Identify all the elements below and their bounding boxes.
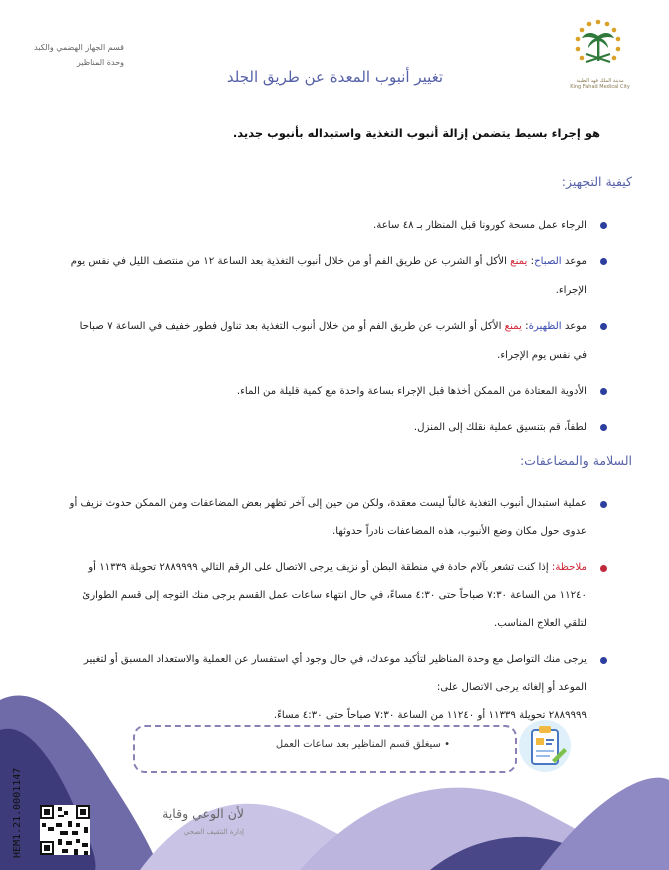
safety-list — [69, 490, 609, 738]
list-item: لطفاً، قم بتنسيق عملية نقلك إلى المنزل. — [69, 413, 609, 442]
tagline: لأن الوعي وقاية — [162, 806, 244, 821]
list-item: موعد الصباح: يمنع الأكل أو الشرب عن طريق الفم أو من خلال أنبوب التغذية بعد الساعة ١٢ من منتصف الليل في نفس يوم الإجراء. — [69, 247, 609, 305]
preparation-heading: كيفية التجهيز: — [561, 174, 632, 189]
list-item: عملية استبدال أنبوب التغذية غالباً ليست معقدة، ولكن من حين إلى آخر تظهر بعض المضاعفات ومن الممكن حدوث نزيف أو عدوى حول مكان وضع الأنبوب، هذه المضاعفات نادراً حدوثها. — [69, 490, 609, 546]
list-item: الأدوية المعتادة من الممكن أخذها قبل الإجراء بساعة واحدة مع كمية قليلة من الماء. — [69, 377, 609, 406]
bullet-icon — [600, 222, 607, 229]
document-code: HEM1.21.0001147 — [12, 767, 23, 858]
tagline-sub: إدارة التثقيف الصحي — [183, 828, 244, 836]
list-item: موعد الظهيرة: يمنع الأكل أو الشرب عن طريق الفم أو من خلال أنبوب التغذية بعد تناول فطور خفيف في الساعة ٧ صباحا في نفس يوم الإجراء. — [69, 312, 609, 370]
bullet-icon — [600, 258, 607, 265]
clipboard-icon — [518, 718, 572, 774]
hospital-name: مدينة الملك فهد الطبية King Fahad Medical City — [570, 78, 630, 90]
bullet-icon — [600, 501, 607, 508]
bullet-icon — [600, 424, 607, 431]
preparation-list — [69, 211, 609, 449]
safety-heading: السلامة والمضاعفات: — [519, 453, 632, 468]
page-title: تغيير أنبوب المعدة عن طريق الجلد — [226, 68, 444, 86]
list-item: الرجاء عمل مسحة كورونا قبل المنظار بـ ٤٨ ساعة. — [69, 211, 609, 240]
intro-text: هو إجراء بسيط يتضمن إزالة أنبوب التغذية واستبداله بأنبوب جديد. — [232, 126, 600, 140]
phone-info: ٢٨٨٩٩٩٩ تحويلة ١١٣٣٩ أو ١١٢٤٠ من الساعة ٧:٣٠ صباحاً حتى ٤:٣٠ مساءً. — [273, 710, 587, 721]
list-item: يرجى منك التواصل مع وحدة المناظير لتأكيد موعدك، في حال وجود أي استفسار عن العملية والاستعداد المسبق أو لتغيير الموعد أو إلغائه يرجى الاتصال على: ٢٨٨٩٩٩٩ تحويلة ١١٣٣٩ أو ١١٢٤٠ من الساعة ٧:٣٠ صباحاً حتى ٤:٣٠ مساءً. — [69, 646, 609, 730]
note-text: • سيغلق قسم المناظير بعد ساعات العمل — [275, 739, 450, 750]
bullet-icon — [600, 565, 607, 572]
bullet-icon — [600, 388, 607, 395]
bullet-icon — [600, 323, 607, 330]
list-item: ملاحظة: إذا كنت تشعر بآلام حادة في منطقة البطن أو نزيف يرجى الاتصال على الرقم التالي ٢٨٨٩٩٩٩ تحويلة ١١٣٣٩ أو ١١٢٤٠ من الساعة ٧:٣٠ صباحاً حتى ٤:٣٠ مساءً، في حال انتهاء ساعات عمل القسم يرجى منك التوجه إلى قسم الطوارئ لتلقي العلاج المناسب. — [69, 554, 609, 638]
department-label: قسم الجهاز الهضمي والكبد وحدة المناظير — [34, 43, 124, 67]
qr-code-icon — [40, 805, 90, 855]
palm-logo-icon — [568, 14, 628, 88]
bullet-icon — [600, 657, 607, 664]
